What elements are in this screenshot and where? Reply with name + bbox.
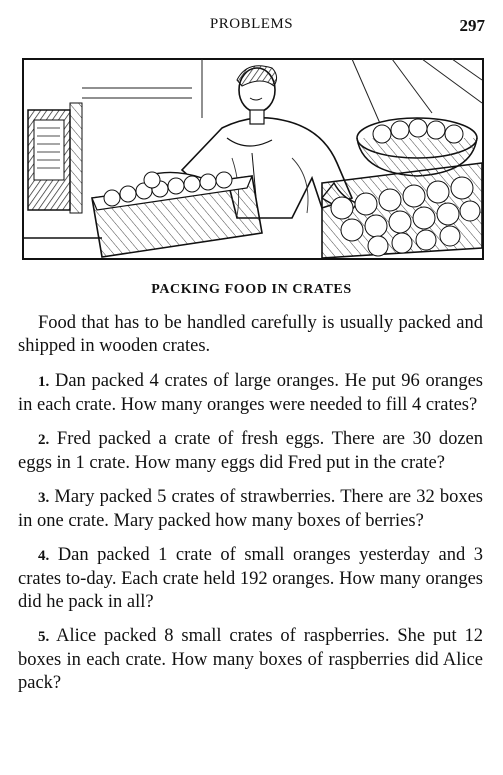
- running-head: [18, 16, 485, 40]
- problem-2: [18, 428, 483, 475]
- running-title: PROBLEMS: [209, 16, 294, 32]
- body-text: [18, 312, 483, 706]
- problem-text: Alice packed 8 small crates of raspberries. She put 12 boxes in each crate. How many boxes of raspberries did Alice pack?: [18, 626, 483, 693]
- problem-number: 3.: [38, 490, 50, 506]
- problem-5: [18, 625, 483, 695]
- problem-text: Dan packed 4 crates of large oranges. He put 96 oranges in each crate. How many oranges were needed to fill 4 crates?: [18, 371, 483, 415]
- intro-paragraph: Food that has to be handled carefully is usually packed and shipped in wooden crates.: [18, 313, 483, 356]
- problem-number: 4.: [38, 548, 50, 564]
- problem-number: 5.: [38, 629, 50, 645]
- problem-text: Fred packed a crate of fresh eggs. There are 30 dozen eggs in 1 crate. How many eggs did Fred put in the crate?: [18, 429, 483, 473]
- problem-text: Mary packed 5 crates of strawberries. There are 32 boxes in one crate. Mary packed how many boxes of berries?: [18, 487, 484, 531]
- illustration-boy-packing-oranges: [22, 58, 484, 260]
- section-heading: PACKING FOOD IN CRATES: [151, 282, 352, 297]
- problem-text: Dan packed 1 crate of small oranges yesterday and 3 crates to-day. Each crate held 192 oranges. How many oranges did he pack in all?: [18, 545, 484, 612]
- problem-3: [18, 486, 483, 533]
- problem-number: 2.: [38, 432, 50, 448]
- page-number: 297: [459, 16, 485, 35]
- problem-4: [18, 544, 483, 614]
- problem-number: 1.: [38, 374, 50, 390]
- problem-1: [18, 370, 483, 417]
